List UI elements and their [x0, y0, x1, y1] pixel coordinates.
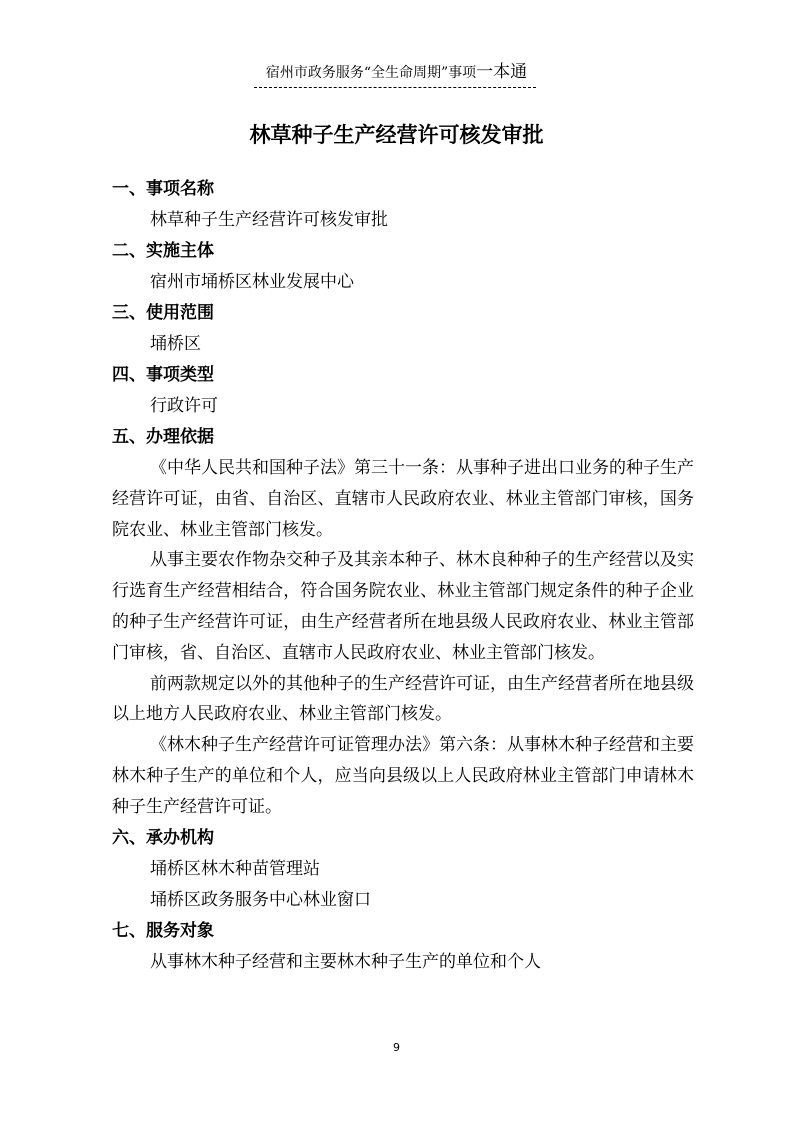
section-content-handling-agency: 埇桥区林木种苗管理站 [150, 858, 320, 879]
legal-basis-paragraph: 《中华人民共和国种子法》第三十一条：从事种子进出口业务的种子生产经营许可证，由省、自治区、直辖市人民政府农业、林业主管部门审核，国务院农业、林业主管部门核发。 [112, 458, 694, 540]
section-content-type: 行政许可 [150, 396, 218, 416]
legal-basis-paragraph: 从事主要农作物杂交种子及其亲本种子、林木良种种子的生产经营以及实行选育生产经营相结合，符合国务院农业、林业主管部门规定条件的种子企业的种子生产经营许可证，由生产经营者所在地县级人民政府农业、林业主管部门审核，省、自治区、直辖市人民政府农业、林业主管部门核发。 [112, 550, 694, 663]
section-heading-implementer: 二、实施主体 [112, 241, 214, 261]
section-heading-name: 一、事项名称 [112, 179, 214, 199]
section-heading-legal-basis: 五、办理依据 [112, 427, 214, 447]
section-heading-service-target: 七、服务对象 [112, 920, 214, 941]
section-content-implementer: 宿州市埇桥区林业发展中心 [150, 272, 354, 292]
section-content-name: 林草种子生产经营许可核发审批 [150, 210, 388, 230]
header-divider [254, 87, 536, 88]
section-content-service-target: 从事林木种子经营和主要林木种子生产的单位和个人 [150, 951, 541, 972]
running-header [0, 62, 793, 83]
document-title: 林草种子生产经营许可核发审批 [249, 123, 544, 147]
document-body [112, 174, 694, 978]
section-content-handling-agency: 埇桥区政务服务中心林业窗口 [150, 889, 371, 910]
legal-basis-paragraph: 前两款规定以外的其他种子的生产经营许可证，由生产经营者所在地县级以上地方人民政府农业、林业主管部门核发。 [112, 673, 694, 725]
section-heading-handling-agency: 六、承办机构 [112, 827, 214, 848]
page-number: 9 [393, 1041, 400, 1054]
section-heading-type: 四、事项类型 [112, 365, 214, 385]
section-heading-scope: 三、使用范围 [112, 303, 214, 323]
legal-basis-paragraph: 《林木种子生产经营许可证管理办法》第六条：从事林木种子经营和主要林木种子生产的单位和个人，应当向县级以上人民政府林业主管部门申请林木种子生产经营许可证。 [112, 735, 694, 817]
running-header-tail: 一本通 [476, 62, 528, 82]
section-content-scope: 埇桥区 [150, 334, 201, 354]
running-header-main: 宿州市政务服务“全生命周期”事项 [265, 65, 477, 81]
